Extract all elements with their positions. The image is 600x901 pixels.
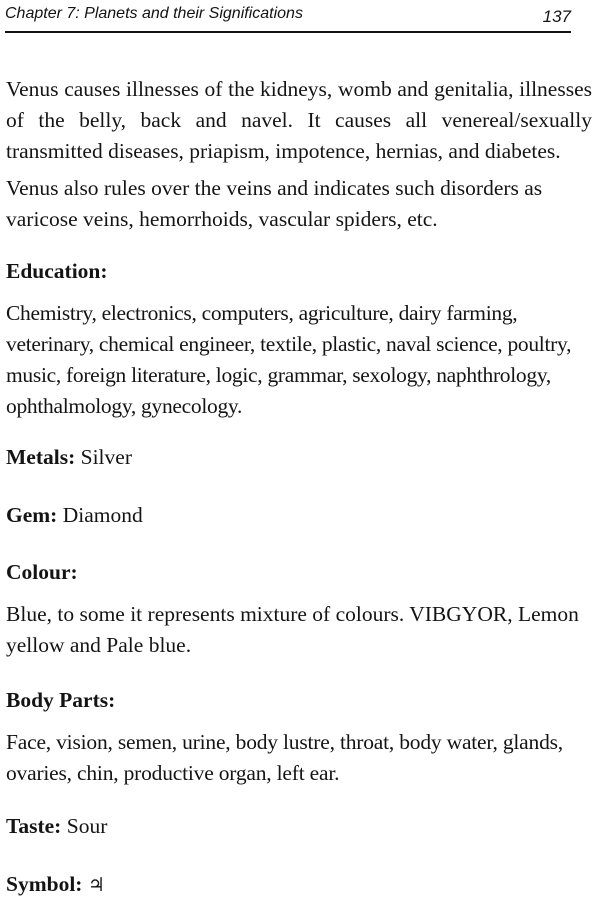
colour-heading: Colour:: [6, 560, 78, 584]
gem-line: [6, 500, 143, 531]
symbol-line: [6, 869, 105, 901]
chapter-title: Chapter 7: Planets and their Significations: [5, 5, 303, 22]
running-head: [5, 3, 571, 33]
education-heading: Education:: [6, 259, 108, 283]
taste-label: Taste:: [6, 814, 62, 838]
taste-value: Sour: [66, 814, 108, 838]
metals-value: Silver: [80, 445, 132, 469]
gem-value: Diamond: [62, 503, 143, 527]
jupiter-symbol-icon: ♃: [87, 874, 105, 896]
illnesses-paragraph: Venus causes illnesses of the kidneys, womb and genitalia, illnesses of the belly, back and navel. It causes all venereal/sexually transmitted diseases, priapism, impotence, hernias, and diabetes.: [6, 77, 592, 163]
symbol-label: Symbol:: [6, 872, 83, 896]
body-parts-heading: Body Parts:: [6, 688, 116, 712]
gem-label: Gem:: [6, 503, 58, 527]
taste-line: [6, 811, 107, 842]
metals-label: Metals:: [6, 445, 76, 469]
education-text: Chemistry, electronics, computers, agriculture, dairy farming, veterinary, chemical engineer, textile, plastic, naval science, poultry, music, foreign literature, logic, grammar, sexology, naphthrology, ophthalmology, gynecology.: [6, 301, 572, 418]
page-number: 137: [542, 7, 571, 26]
colour-text: Blue, to some it represents mixture of colours. VIBGYOR, Lemon yellow and Pale blue.: [6, 602, 579, 657]
body-parts-text: Face, vision, semen, urine, body lustre, throat, body water, glands, ovaries, chin, productive organ, left ear.: [6, 730, 563, 785]
metals-line: [6, 442, 132, 473]
veins-paragraph: Venus also rules over the veins and indicates such disorders as varicose veins, hemorrhoids, vascular spiders, etc.: [6, 176, 543, 231]
